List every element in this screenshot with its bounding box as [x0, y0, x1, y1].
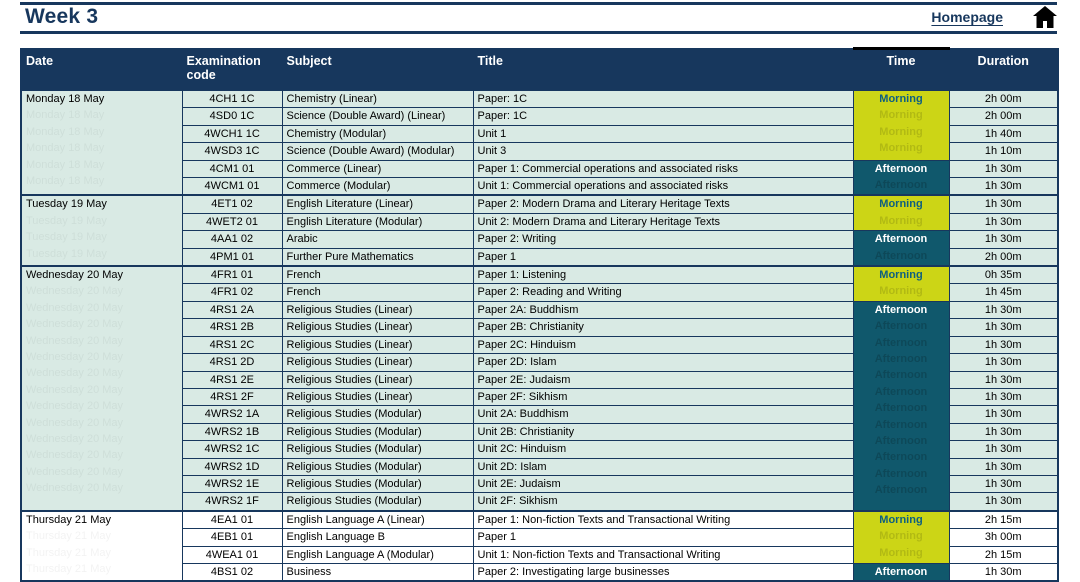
time-cell-afternoon: Afternoon	[853, 563, 949, 581]
title-cell: Paper 2F: Sikhism	[473, 388, 853, 405]
duration-cell: 3h 00m	[949, 529, 1058, 546]
duration-cell: 1h 30m	[949, 213, 1058, 230]
title-cell: Paper 2: Writing	[473, 231, 853, 248]
subject-cell: Arabic	[282, 231, 473, 248]
duration-cell: 1h 30m	[949, 319, 1058, 336]
top-rule	[20, 2, 1057, 5]
duration-cell: 1h 45m	[949, 284, 1058, 301]
title-cell: Paper 1	[473, 248, 853, 266]
duration-cell: 1h 30m	[949, 441, 1058, 458]
exam-code-cell: 4WCH1 1C	[182, 125, 282, 142]
time-cell-afternoon: Afternoon Afternoon	[853, 160, 949, 195]
title-cell: Paper 2: Investigating large businesses	[473, 563, 853, 581]
time-cell-afternoon: Afternoon Afternoon	[853, 231, 949, 266]
exam-code-cell: 4WRS2 1F	[182, 493, 282, 511]
subject-cell: Religious Studies (Linear)	[282, 371, 473, 388]
exam-code-cell: 4CH1 1C	[182, 90, 282, 108]
subject-cell: English Literature (Modular)	[282, 213, 473, 230]
duration-cell: 1h 30m	[949, 231, 1058, 248]
home-area	[931, 6, 1057, 28]
exam-code-cell: 4SD0 1C	[182, 108, 282, 125]
time-cell-morning: Morning Morning Morning	[853, 511, 949, 564]
duration-cell: 1h 30m	[949, 406, 1058, 423]
subject-cell: Religious Studies (Modular)	[282, 406, 473, 423]
title-cell: Paper 1: Non-fiction Texts and Transactional Writing	[473, 511, 853, 529]
title-cell: Paper 2E: Judaism	[473, 371, 853, 388]
duration-cell: 1h 30m	[949, 371, 1058, 388]
duration-cell: 1h 30m	[949, 336, 1058, 353]
table-row	[21, 266, 1058, 284]
title-cell: Unit 2F: Sikhism	[473, 493, 853, 511]
col-header-duration: Duration	[949, 49, 1058, 91]
exam-code-cell: 4WRS2 1D	[182, 458, 282, 475]
exam-code-cell: 4AA1 02	[182, 231, 282, 248]
date-cell: Tuesday 19 May Tuesday 19 May Tuesday 19 May Tuesday 19 May	[21, 195, 182, 266]
exam-code-cell: 4PM1 01	[182, 248, 282, 266]
subject-cell: Religious Studies (Modular)	[282, 423, 473, 440]
duration-cell: 1h 30m	[949, 388, 1058, 405]
subject-cell: Religious Studies (Linear)	[282, 336, 473, 353]
title-cell: Paper 1	[473, 529, 853, 546]
subject-cell: French	[282, 266, 473, 284]
table-row	[21, 511, 1058, 529]
title-cell: Paper 2: Reading and Writing	[473, 284, 853, 301]
home-icon[interactable]	[1033, 6, 1057, 28]
subject-cell: Chemistry (Linear)	[282, 90, 473, 108]
duration-cell: 1h 30m	[949, 563, 1058, 581]
table-header-row	[21, 49, 1058, 91]
title-cell: Paper 2: Modern Drama and Literary Heritage Texts	[473, 195, 853, 213]
subject-cell: Science (Double Award) (Linear)	[282, 108, 473, 125]
title-cell: Unit 1: Non-fiction Texts and Transactional Writing	[473, 546, 853, 563]
duration-cell: 1h 30m	[949, 493, 1058, 511]
duration-cell: 1h 30m	[949, 354, 1058, 371]
time-cell-morning: Morning Morning Morning Morning	[853, 90, 949, 160]
exam-code-cell: 4RS1 2F	[182, 388, 282, 405]
title-cell: Unit 3	[473, 143, 853, 160]
title-cell: Paper 2C: Hinduism	[473, 336, 853, 353]
subject-cell: Religious Studies (Linear)	[282, 354, 473, 371]
subject-cell: English Language B	[282, 529, 473, 546]
duration-cell: 1h 30m	[949, 301, 1058, 318]
subject-cell: Further Pure Mathematics	[282, 248, 473, 266]
exam-code-cell: 4RS1 2C	[182, 336, 282, 353]
col-header-date: Date	[21, 49, 182, 91]
duration-cell: 1h 30m	[949, 458, 1058, 475]
subject-cell: English Literature (Linear)	[282, 195, 473, 213]
subject-cell: Commerce (Modular)	[282, 178, 473, 196]
title-cell: Unit 2E: Judaism	[473, 475, 853, 492]
title-cell: Unit 1: Commercial operations and associated risks	[473, 178, 853, 196]
time-cell-morning: Morning Morning	[853, 266, 949, 301]
exam-code-cell: 4WEA1 01	[182, 546, 282, 563]
duration-cell: 1h 30m	[949, 423, 1058, 440]
title-cell: Unit 2A: Buddhism	[473, 406, 853, 423]
exam-code-cell: 4EB1 01	[182, 529, 282, 546]
header-rule	[20, 31, 1057, 34]
col-header-title: Title	[473, 49, 853, 91]
time-cell-morning: Morning Morning	[853, 195, 949, 230]
duration-cell: 2h 15m	[949, 546, 1058, 563]
exam-code-cell: 4WRS2 1B	[182, 423, 282, 440]
time-cell-afternoon: Afternoon Afternoon Afternoon Afternoon Afternoon Afternoon Afternoon Afternoon Afternoon Afternoon Afternoon Afternoon	[853, 301, 949, 510]
duration-cell: 2h 15m	[949, 511, 1058, 529]
subject-cell: Religious Studies (Linear)	[282, 388, 473, 405]
title-cell: Unit 2C: Hinduism	[473, 441, 853, 458]
col-header-time: Time	[853, 49, 949, 91]
title-cell: Paper: 1C	[473, 108, 853, 125]
exam-code-cell: 4RS1 2D	[182, 354, 282, 371]
exam-code-cell: 4WRS2 1A	[182, 406, 282, 423]
duration-cell: 1h 30m	[949, 178, 1058, 196]
title-cell: Paper 2A: Buddhism	[473, 301, 853, 318]
exam-code-cell: 4WSD3 1C	[182, 143, 282, 160]
exam-code-cell: 4WRS2 1C	[182, 441, 282, 458]
subject-cell: Chemistry (Modular)	[282, 125, 473, 142]
duration-cell: 2h 00m	[949, 90, 1058, 108]
duration-cell: 1h 30m	[949, 160, 1058, 177]
subject-cell: Religious Studies (Modular)	[282, 458, 473, 475]
title-cell: Paper 2B: Christianity	[473, 319, 853, 336]
subject-cell: French	[282, 284, 473, 301]
col-header-code: Examination code	[182, 49, 282, 91]
exam-timetable	[20, 47, 1059, 582]
exam-code-cell: 4BS1 02	[182, 563, 282, 581]
table-row	[21, 195, 1058, 213]
date-cell: Wednesday 20 May Wednesday 20 May Wednesday 20 May Wednesday 20 May Wednesday 20 May Wednesday 20 May Wednesday 20 May Wednesday 20 May Wednesday 20 May Wednesday 20 May Wednesday 20 May Wednesday 20 May Wednesday 20 May Wednesday 20 May	[21, 266, 182, 511]
title-cell: Unit 2D: Islam	[473, 458, 853, 475]
page-title: Week 3	[25, 5, 99, 28]
table-row	[21, 90, 1058, 108]
title-cell: Paper 1: Listening	[473, 266, 853, 284]
title-cell: Unit 2B: Christianity	[473, 423, 853, 440]
exam-code-cell: 4RS1 2A	[182, 301, 282, 318]
exam-code-cell: 4WET2 01	[182, 213, 282, 230]
exam-code-cell: 4ET1 02	[182, 195, 282, 213]
subject-cell: English Language A (Modular)	[282, 546, 473, 563]
exam-code-cell: 4FR1 01	[182, 266, 282, 284]
duration-cell: 1h 30m	[949, 475, 1058, 492]
duration-cell: 2h 00m	[949, 108, 1058, 125]
duration-cell: 1h 10m	[949, 143, 1058, 160]
date-cell: Monday 18 May Monday 18 May Monday 18 May Monday 18 May Monday 18 May Monday 18 May	[21, 90, 182, 195]
exam-code-cell: 4EA1 01	[182, 511, 282, 529]
duration-cell: 1h 30m	[949, 195, 1058, 213]
subject-cell: Science (Double Award) (Modular)	[282, 143, 473, 160]
homepage-link[interactable]: Homepage	[931, 9, 1003, 25]
subject-cell: Religious Studies (Linear)	[282, 319, 473, 336]
title-cell: Unit 1	[473, 125, 853, 142]
exam-code-cell: 4CM1 01	[182, 160, 282, 177]
subject-cell: Religious Studies (Modular)	[282, 475, 473, 492]
col-header-subject: Subject	[282, 49, 473, 91]
exam-code-cell: 4WCM1 01	[182, 178, 282, 196]
subject-cell: Business	[282, 563, 473, 581]
title-cell: Paper 2D: Islam	[473, 354, 853, 371]
exam-code-cell: 4RS1 2B	[182, 319, 282, 336]
subject-cell: Religious Studies (Linear)	[282, 301, 473, 318]
title-cell: Unit 2: Modern Drama and Literary Heritage Texts	[473, 213, 853, 230]
duration-cell: 1h 40m	[949, 125, 1058, 142]
exam-code-cell: 4RS1 2E	[182, 371, 282, 388]
title-cell: Paper 1: Commercial operations and associated risks	[473, 160, 853, 177]
subject-cell: Commerce (Linear)	[282, 160, 473, 177]
subject-cell: English Language A (Linear)	[282, 511, 473, 529]
duration-cell: 2h 00m	[949, 248, 1058, 266]
subject-cell: Religious Studies (Modular)	[282, 441, 473, 458]
subject-cell: Religious Studies (Modular)	[282, 493, 473, 511]
timetable-body	[21, 90, 1058, 581]
date-cell: Thursday 21 May Thursday 21 May Thursday 21 May Thursday 21 May	[21, 511, 182, 582]
title-cell: Paper: 1C	[473, 90, 853, 108]
duration-cell: 0h 35m	[949, 266, 1058, 284]
exam-code-cell: 4WRS2 1E	[182, 475, 282, 492]
exam-code-cell: 4FR1 02	[182, 284, 282, 301]
